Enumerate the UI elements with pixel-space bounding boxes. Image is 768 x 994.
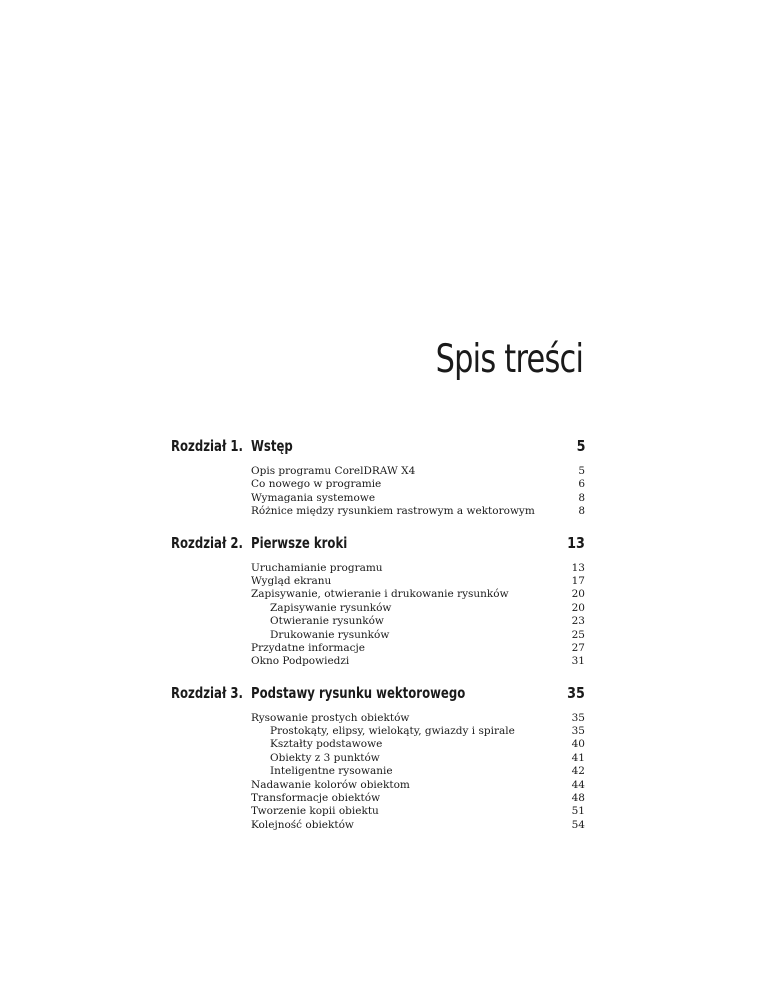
entry-page-number: 20 xyxy=(571,588,585,601)
entry-page-number: 44 xyxy=(571,778,585,791)
entry-page-number: 25 xyxy=(571,628,585,641)
toc-subentry[interactable] xyxy=(171,615,585,628)
chapter-title: Podstawy rysunku wektorowego xyxy=(251,683,466,702)
toc-subentry[interactable] xyxy=(171,602,585,615)
entry-title: Wygląd ekranu xyxy=(251,574,332,587)
toc-subentry[interactable] xyxy=(171,725,585,738)
chapter-3 xyxy=(171,683,585,833)
entry-title: Co nowego w programie xyxy=(251,478,382,491)
entry-page-number: 6 xyxy=(578,478,585,491)
entry-title: Wymagania systemowe xyxy=(251,491,376,504)
entry-page-number: 40 xyxy=(571,738,585,751)
entry-page-number: 31 xyxy=(571,655,585,668)
entry-page-number: 5 xyxy=(578,465,585,477)
chapter-label: Rozdział 3. xyxy=(171,683,243,702)
toc-entry[interactable] xyxy=(171,492,585,505)
entry-page-number: 51 xyxy=(571,805,585,818)
toc-subentry[interactable] xyxy=(171,765,585,778)
entry-page-number: 23 xyxy=(571,615,585,628)
table-of-contents xyxy=(171,436,585,846)
entry-title: Nadawanie kolorów obiektom xyxy=(251,778,410,791)
chapter-entries xyxy=(171,712,585,833)
toc-entry[interactable] xyxy=(171,712,585,725)
entry-title: Przydatne informacje xyxy=(251,641,365,654)
entry-title: Obiekty z 3 punktów xyxy=(270,751,380,764)
entry-title: Zapisywanie, otwieranie i drukowanie rysunków xyxy=(251,588,509,601)
chapter-page-number: 35 xyxy=(567,683,585,702)
entry-title: Okno Podpowiedzi xyxy=(251,655,350,668)
entry-page-number: 35 xyxy=(571,711,585,724)
entry-title: Otwieranie rysunków xyxy=(270,615,384,628)
toc-subentry[interactable] xyxy=(171,629,585,642)
toc-entry[interactable] xyxy=(171,805,585,818)
toc-subentry[interactable] xyxy=(171,752,585,765)
toc-entry[interactable] xyxy=(171,792,585,805)
chapter-title: Pierwsze kroki xyxy=(251,533,348,552)
entry-page-number: 17 xyxy=(571,574,585,587)
toc-entry[interactable] xyxy=(171,465,585,478)
entry-title: Transformacje obiektów xyxy=(251,792,381,805)
chapter-heading[interactable] xyxy=(171,533,585,553)
entry-page-number: 13 xyxy=(571,561,585,574)
chapter-entries xyxy=(171,465,585,519)
chapter-label: Rozdział 1. xyxy=(171,437,243,455)
chapter-entries xyxy=(171,562,585,669)
entry-title: Drukowanie rysunków xyxy=(270,628,390,641)
toc-subentry[interactable] xyxy=(171,738,585,751)
chapter-heading[interactable] xyxy=(171,683,585,703)
entry-title: Tworzenie kopii obiektu xyxy=(251,805,379,818)
toc-entry[interactable] xyxy=(171,655,585,668)
entry-title: Rysowanie prostych obiektów xyxy=(251,711,410,724)
entry-page-number: 41 xyxy=(571,751,585,764)
entry-title: Różnice między rysunkiem rastrowym a wektorowym xyxy=(251,505,535,518)
chapter-heading[interactable] xyxy=(171,436,585,456)
entry-page-number: 35 xyxy=(571,725,585,738)
chapter-2 xyxy=(171,533,585,669)
entry-title: Inteligentne rysowanie xyxy=(270,765,393,778)
entry-title: Prostokąty, elipsy, wielokąty, gwiazdy i spirale xyxy=(270,725,515,738)
entry-page-number: 42 xyxy=(571,765,585,778)
entry-page-number: 8 xyxy=(578,491,585,504)
entry-title: Kształty podstawowe xyxy=(270,738,383,751)
toc-entry[interactable] xyxy=(171,575,585,588)
chapter-page-number: 13 xyxy=(567,533,585,552)
entry-page-number: 48 xyxy=(571,792,585,805)
entry-title: Opis programu CorelDRAW X4 xyxy=(251,465,416,477)
toc-entry[interactable] xyxy=(171,478,585,491)
page-title: Spis treści xyxy=(435,337,583,382)
entry-title: Uruchamianie programu xyxy=(251,561,383,574)
chapter-page-number: 5 xyxy=(576,437,585,455)
entry-page-number: 27 xyxy=(571,641,585,654)
toc-entry[interactable] xyxy=(171,642,585,655)
toc-entry[interactable] xyxy=(171,562,585,575)
entry-page-number: 20 xyxy=(571,601,585,614)
toc-entry[interactable] xyxy=(171,819,585,832)
toc-entry[interactable] xyxy=(171,588,585,601)
chapter-title: Wstęp xyxy=(251,437,293,455)
toc-entry[interactable] xyxy=(171,505,585,518)
entry-page-number: 8 xyxy=(578,505,585,518)
chapter-label: Rozdział 2. xyxy=(171,533,243,552)
entry-page-number: 54 xyxy=(571,818,585,831)
chapter-1 xyxy=(171,436,585,519)
entry-title: Kolejność obiektów xyxy=(251,818,354,831)
entry-title: Zapisywanie rysunków xyxy=(270,601,392,614)
toc-entry[interactable] xyxy=(171,779,585,792)
